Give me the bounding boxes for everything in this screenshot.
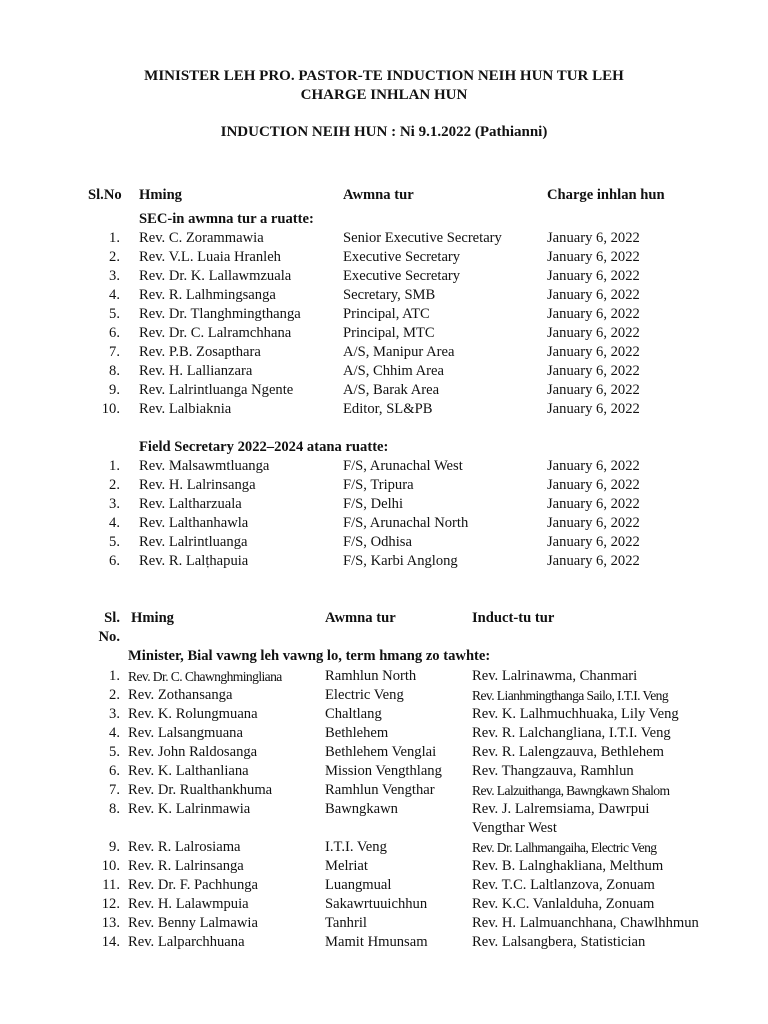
row-post: A/S, Chhim Area bbox=[343, 363, 444, 379]
row-inducted-by: Rev. J. Lalremsiama, Dawrpui bbox=[472, 801, 650, 817]
document-title-line-1: MINISTER LEH PRO. PASTOR-TE INDUCTION NEIH HUN TUR LEH bbox=[144, 68, 624, 84]
table-row bbox=[0, 933, 768, 952]
row-name: Rev. P.B. Zosapthara bbox=[139, 344, 261, 360]
row-charge-date: January 6, 2022 bbox=[547, 249, 640, 265]
row-name: Rev. Dr. Tlanghmingthanga bbox=[139, 306, 301, 322]
table-row bbox=[0, 305, 768, 324]
row-post: Luangmual bbox=[325, 877, 392, 893]
section-sec-appointments-label: SEC-in awmna tur a ruatte: bbox=[139, 211, 314, 227]
row-number: 1. bbox=[109, 230, 120, 246]
row-name: Rev. Lalthanhawla bbox=[139, 515, 249, 531]
row-charge-date: January 6, 2022 bbox=[547, 477, 640, 493]
row-post: F/S, Delhi bbox=[343, 496, 404, 512]
row-number: 2. bbox=[109, 687, 120, 703]
table-row bbox=[0, 743, 768, 762]
row-name: Rev. Malsawmtluanga bbox=[139, 458, 270, 474]
row-number: 1. bbox=[109, 458, 120, 474]
table-row bbox=[0, 400, 768, 419]
row-number: 5. bbox=[109, 306, 120, 322]
section-ministers-label: Minister, Bial vawng leh vawng lo, term hmang zo tawhte: bbox=[128, 648, 491, 664]
row-inducted-by: Rev. B. Lalnghakliana, Melthum bbox=[472, 858, 664, 874]
row-number: 10. bbox=[101, 401, 120, 417]
table1-header-name: Hming bbox=[139, 187, 182, 203]
table2-header-name: Hming bbox=[131, 610, 174, 626]
row-name: Rev. Lalrintluanga bbox=[139, 534, 248, 550]
table-row bbox=[0, 362, 768, 381]
row-charge-date: January 6, 2022 bbox=[547, 344, 640, 360]
table-row bbox=[0, 229, 768, 248]
row-name: Rev. Benny Lalmawia bbox=[128, 915, 258, 931]
table2-header-second-line bbox=[0, 628, 768, 647]
row-inducted-by: Rev. K. Lalhmuchhuaka, Lily Veng bbox=[472, 706, 679, 722]
row-name: Rev. Zothansanga bbox=[128, 687, 233, 703]
row-inducted-by: Rev. T.C. Laltlanzova, Zonuam bbox=[472, 877, 655, 893]
row-post: Sakawrtuuichhun bbox=[325, 896, 428, 912]
section-field-secretary bbox=[0, 438, 768, 457]
row-name: Rev. R. Lalrosiama bbox=[128, 839, 241, 855]
table-row bbox=[0, 324, 768, 343]
row-post: Editor, SL&PB bbox=[343, 401, 433, 417]
row-number: 3. bbox=[109, 268, 120, 284]
table-row bbox=[0, 762, 768, 781]
row-charge-date: January 6, 2022 bbox=[547, 534, 640, 550]
row-name: Rev. Lalrintluanga Ngente bbox=[139, 382, 294, 398]
section-field-secretary-label: Field Secretary 2022–2024 atana ruatte: bbox=[139, 439, 389, 455]
table-row bbox=[0, 838, 768, 857]
row-post: Tanhril bbox=[325, 915, 367, 931]
row-name: Rev. Dr. K. Lallawmzuala bbox=[139, 268, 292, 284]
row-name: Rev. K. Lalrinmawia bbox=[128, 801, 251, 817]
row-number: 2. bbox=[109, 477, 120, 493]
row-post: Ramhlun North bbox=[325, 668, 417, 684]
section-ministers bbox=[0, 647, 768, 666]
row-number: 13. bbox=[101, 915, 120, 931]
row-charge-date: January 6, 2022 bbox=[547, 401, 640, 417]
row-post: Secretary, SMB bbox=[343, 287, 436, 303]
row-number: 11. bbox=[102, 877, 120, 893]
table-row bbox=[0, 286, 768, 305]
table-row bbox=[0, 857, 768, 876]
row-name: Rev. R. Lalhmingsanga bbox=[139, 287, 276, 303]
table-row bbox=[0, 514, 768, 533]
row-name: Rev. R. Lalrinsanga bbox=[128, 858, 244, 874]
row-name: Rev. R. Lalṭhapuia bbox=[139, 553, 249, 569]
document-title-line-2: CHARGE INHLAN HUN bbox=[300, 87, 468, 103]
table2-header-sl: Sl. bbox=[104, 610, 120, 626]
row-charge-date: January 6, 2022 bbox=[547, 553, 640, 569]
table-row bbox=[0, 533, 768, 552]
table-row bbox=[0, 705, 768, 724]
table1-header-slno: Sl.No bbox=[88, 187, 122, 203]
table1-header-post: Awmna tur bbox=[343, 187, 414, 203]
row-number: 7. bbox=[109, 344, 120, 360]
row-name: Rev. Lalparchhuana bbox=[128, 934, 245, 950]
row-post: Principal, ATC bbox=[343, 306, 430, 322]
row-charge-date: January 6, 2022 bbox=[547, 325, 640, 341]
row-charge-date: January 6, 2022 bbox=[547, 458, 640, 474]
row-inducted-by: Rev. Dr. Lalhmangaiha, Electric Veng bbox=[472, 840, 657, 855]
row-number: 9. bbox=[109, 839, 120, 855]
table-row bbox=[0, 476, 768, 495]
row-post: F/S, Odhisa bbox=[343, 534, 412, 550]
row-post: Bethlehem bbox=[325, 725, 389, 741]
row-number: 9. bbox=[109, 382, 120, 398]
table-row bbox=[0, 381, 768, 400]
table-row bbox=[0, 914, 768, 933]
row-post: Executive Secretary bbox=[343, 249, 461, 265]
row-number: 6. bbox=[109, 553, 120, 569]
row-post: Chaltlang bbox=[325, 706, 382, 722]
row-post: Ramhlun Vengthar bbox=[325, 782, 435, 798]
row-inducted-by: Rev. Lalzuithanga, Bawngkawn Shalom bbox=[472, 783, 670, 798]
table1-header bbox=[0, 186, 768, 205]
row-number: 6. bbox=[109, 763, 120, 779]
row-number: 1. bbox=[109, 668, 120, 684]
row-number: 6. bbox=[109, 325, 120, 341]
row-inducted-by: Rev. Lalsangbera, Statistician bbox=[472, 934, 646, 950]
row-number: 3. bbox=[109, 496, 120, 512]
row-name: Rev. K. Rolungmuana bbox=[128, 706, 258, 722]
table-row bbox=[0, 267, 768, 286]
row-post: Bawngkawn bbox=[325, 801, 398, 817]
row-inducted-by: Rev. R. Lalchangliana, I.T.I. Veng bbox=[472, 725, 671, 741]
row-name: Rev. Lalbiaknia bbox=[139, 401, 232, 417]
row-number: 2. bbox=[109, 249, 120, 265]
row-post: F/S, Arunachal North bbox=[343, 515, 469, 531]
table-row bbox=[0, 495, 768, 514]
row-charge-date: January 6, 2022 bbox=[547, 268, 640, 284]
row-post: Principal, MTC bbox=[343, 325, 435, 341]
row-name: Rev. H. Lallianzara bbox=[139, 363, 253, 379]
row-name: Rev. Laltharzuala bbox=[139, 496, 242, 512]
row-name: Rev. C. Zorammawia bbox=[139, 230, 264, 246]
row-inducted-by: Rev. Lalrinawma, Chanmari bbox=[472, 668, 638, 684]
row-name: Rev. H. Lalrinsanga bbox=[139, 477, 256, 493]
row-inducted-by: Rev. H. Lalmuanchhana, Chawlhhmun bbox=[472, 915, 699, 931]
row-charge-date: January 6, 2022 bbox=[547, 496, 640, 512]
row-charge-date: January 6, 2022 bbox=[547, 287, 640, 303]
row-name: Rev. John Raldosanga bbox=[128, 744, 258, 760]
row-number: 4. bbox=[109, 725, 120, 741]
table2-header-inducted: Induct-tu tur bbox=[472, 610, 555, 626]
row-number: 10. bbox=[101, 858, 120, 874]
row-post: Mamit Hmunsam bbox=[325, 934, 428, 950]
row-number: 5. bbox=[109, 744, 120, 760]
row-post: A/S, Barak Area bbox=[343, 382, 440, 398]
row-name: Rev. Dr. F. Pachhunga bbox=[128, 877, 259, 893]
row-charge-date: January 6, 2022 bbox=[547, 382, 640, 398]
row-name: Rev. Dr. C. Lalramchhana bbox=[139, 325, 292, 341]
row-name: Rev. V.L. Luaia Hranleh bbox=[139, 249, 281, 265]
row-post: F/S, Arunachal West bbox=[343, 458, 463, 474]
table-row bbox=[0, 667, 768, 686]
induction-date-heading: INDUCTION NEIH HUN : Ni 9.1.2022 (Pathianni) bbox=[220, 124, 548, 140]
row-charge-date: January 6, 2022 bbox=[547, 306, 640, 322]
row-number: 5. bbox=[109, 534, 120, 550]
row-inducted-by: Rev. R. Lalengzauva, Bethlehem bbox=[472, 744, 664, 760]
row-number: 7. bbox=[109, 782, 120, 798]
table-row bbox=[0, 457, 768, 476]
table2-header-no: No. bbox=[98, 629, 120, 645]
row-number: 4. bbox=[109, 287, 120, 303]
row-charge-date: January 6, 2022 bbox=[547, 230, 640, 246]
table-row bbox=[0, 686, 768, 705]
row-name: Rev. Lalsangmuana bbox=[128, 725, 243, 741]
row-inducted-by: Rev. K.C. Vanlalduha, Zonuam bbox=[472, 896, 655, 912]
row-name: Rev. Dr. C. Chawnghmingliana bbox=[128, 669, 282, 684]
table2-header-post: Awmna tur bbox=[325, 610, 396, 626]
row-post: Melriat bbox=[325, 858, 368, 874]
table-row-continuation bbox=[0, 819, 768, 838]
row-number: 3. bbox=[109, 706, 120, 722]
row-inducted-by-continued: Vengthar West bbox=[472, 820, 557, 836]
row-post: Executive Secretary bbox=[343, 268, 461, 284]
table-row bbox=[0, 895, 768, 914]
row-inducted-by: Rev. Lianhmingthanga Sailo, I.T.I. Veng bbox=[472, 688, 669, 703]
row-post: Mission Vengthlang bbox=[325, 763, 442, 779]
row-post: I.T.I. Veng bbox=[325, 839, 387, 855]
row-number: 14. bbox=[101, 934, 120, 950]
row-post: A/S, Manipur Area bbox=[343, 344, 455, 360]
table-row bbox=[0, 800, 768, 819]
row-inducted-by: Rev. Thangzauva, Ramhlun bbox=[472, 763, 634, 779]
row-name: Rev. K. Lalthanliana bbox=[128, 763, 249, 779]
row-charge-date: January 6, 2022 bbox=[547, 515, 640, 531]
row-post: Senior Executive Secretary bbox=[343, 230, 502, 246]
row-number: 8. bbox=[109, 801, 120, 817]
table-row bbox=[0, 552, 768, 571]
table-row bbox=[0, 781, 768, 800]
row-number: 4. bbox=[109, 515, 120, 531]
row-number: 12. bbox=[101, 896, 120, 912]
table2-header bbox=[0, 609, 768, 628]
table-row bbox=[0, 248, 768, 267]
row-post: F/S, Tripura bbox=[343, 477, 414, 493]
row-name: Rev. H. Lalawmpuia bbox=[128, 896, 249, 912]
row-name: Rev. Dr. Rualthankhuma bbox=[128, 782, 273, 798]
table-row bbox=[0, 724, 768, 743]
table-row bbox=[0, 876, 768, 895]
row-post: Electric Veng bbox=[325, 687, 404, 703]
table1-header-date: Charge inhlan hun bbox=[547, 187, 665, 203]
row-post: Bethlehem Venglai bbox=[325, 744, 437, 760]
table-row bbox=[0, 343, 768, 362]
row-number: 8. bbox=[109, 363, 120, 379]
section-sec-appointments bbox=[0, 210, 768, 229]
row-charge-date: January 6, 2022 bbox=[547, 363, 640, 379]
row-post: F/S, Karbi Anglong bbox=[343, 553, 458, 569]
